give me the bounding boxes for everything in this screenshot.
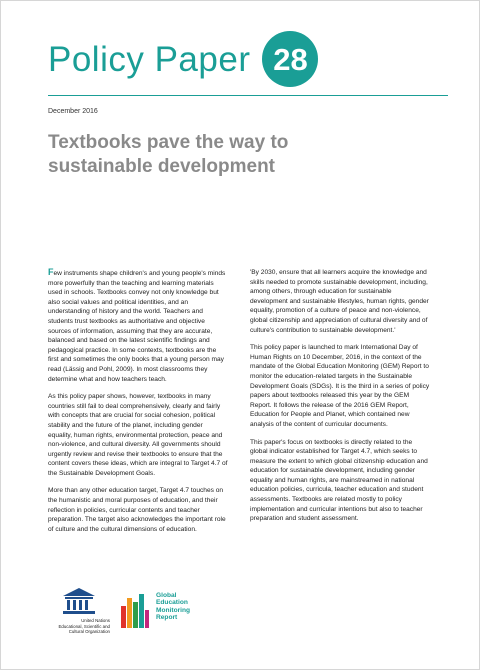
paragraph: As this policy paper shows, however, textbooks in many countries still fail to deal comprehensively, clearly and fairly with concepts that are crucial for social cohesion, political stability and the future of the planet, including gender equality, human rights, environmental protection, peace and non-violence, and cultural diversity. All governments should urgently review and revise their textbooks to ensure that the content covers these ideas, which are integral to Target 4.7 of the Sustainable Development Goals. — [48, 393, 228, 477]
footer-logos — [48, 586, 448, 646]
publication-date: December 2016 — [48, 108, 98, 115]
header — [48, 30, 318, 88]
paper-number-badge: 28 — [262, 31, 318, 87]
body-column-left — [48, 268, 228, 542]
paragraph: This paper's focus on textbooks is directly related to the global indicator established for Target 4.7, which seeks to measure the extent to which global citizenship education and education for sustainable development, including gender equality and human rights, are mainstreamed in national education policies, curricula, teacher education and student assessments. Textbooks are related mostly to policy implementation and curricular intentions but also to teacher preparation and student assessment. — [250, 438, 428, 523]
body-column-right — [250, 268, 430, 532]
unesco-temple-logo-icon — [61, 586, 97, 616]
paragraph — [48, 268, 228, 384]
header-divider — [48, 95, 448, 96]
gem-report-block — [120, 592, 190, 630]
paragraph-text: ew instruments shape children's and young people's minds more powerfully than the teaching and learning materials used in schools. Textbooks convey not only knowledge but also social values and political identities, and an understanding of history and the world. Teachers and students trust textbooks as authoritative and objective sources of information, assuming that they are accurate, balanced and based on the latest scientific findings and pedagogical practice. In some contexts, textbooks are the first and sometimes the only books that a young person may read (Lässig and Pohl, 2009). In most classrooms they determine what and how teachers teach. — [48, 270, 226, 383]
unesco-name: United Nations Educational, Scientific and Cultural Organization — [58, 618, 110, 635]
policy-paper-title: Policy Paper — [48, 39, 251, 79]
drop-cap: F — [48, 267, 54, 277]
gem-report-bars-icon — [120, 592, 150, 630]
unesco-block — [48, 586, 110, 635]
headline: Textbooks pave the way to sustainable development — [48, 132, 289, 177]
paragraph: This policy paper is launched to mark International Day of Human Rights on 10 December, 2016, in the context of the mandate of the Global Education Monitoring (GEM) Report to monitor the education-related targets in the Sustainable Development Goals (SDGs). It is the third in a series of policy papers about textbooks released this year by the GEM Report. It follows the release of the 2016 GEM Report, Education for People and Planet, which contained new analysis of the content of curricular documents. — [250, 344, 430, 428]
paragraph: More than any other education target, Target 4.7 touches on the humanistic and moral purposes of education, and their reflection in policies, curricular contents and teacher preparation. The target also acknowledges the important role of culture and the cultural dimensions of education. — [48, 487, 226, 533]
gem-report-name: Global Education Monitoring Report — [156, 592, 191, 622]
target-quote: 'By 2030, ensure that all learners acquire the knowledge and skills needed to promote sustainable development, including, among others, through education for sustainable development and sustainable lifestyles, human rights, gender equality, promotion of a culture of peace and non-violence, global citizenship and appreciation of cultural diversity and of culture's contribution to sustainable development.' — [250, 269, 429, 334]
